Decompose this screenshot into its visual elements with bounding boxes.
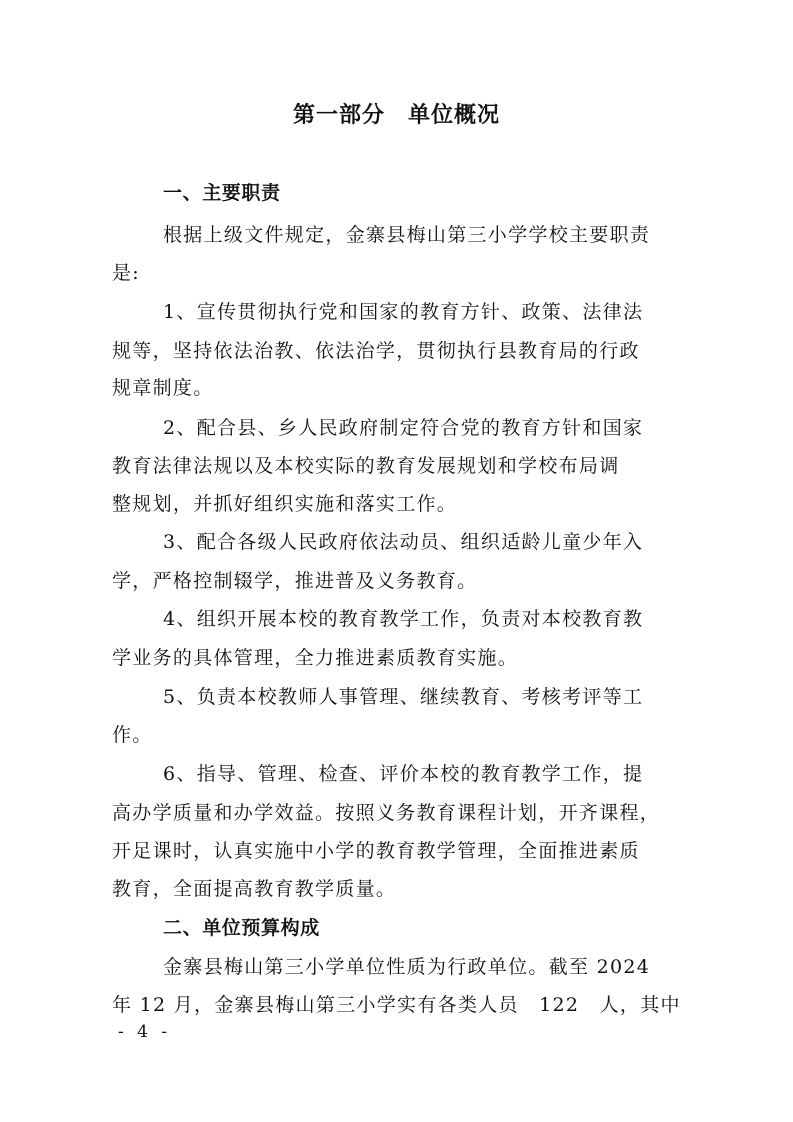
duty-6-line: 教育，全面提高教育教学质量。	[112, 878, 397, 900]
duty-1-line: 1、宣传贯彻执行党和国家的教育方针、政策、法律法	[163, 301, 644, 323]
duty-2-line: 教育法律法规以及本校实际的教育发展规划和学校布局调	[112, 455, 620, 477]
duty-5-line: 5、负责本校教师人事管理、继续教育、考核考评等工	[163, 686, 644, 708]
page-number: - 4 -	[118, 1022, 172, 1042]
duty-5-line: 作。	[112, 724, 153, 746]
duty-1-line: 规章制度。	[112, 377, 214, 399]
section-heading-main-duties: 一、主要职责	[163, 182, 281, 204]
page-title: 第一部分 单位概况	[292, 103, 500, 128]
duty-6-line: 高办学质量和办学效益。按照义务教育课程计划，开齐课程，	[112, 802, 661, 824]
duty-1-line: 规等，坚持依法治教、依法治学，贯彻执行县教育局的行政	[112, 340, 640, 362]
duty-3-line: 3、配合各级人民政府依法动员、组织适龄儿童少年入	[163, 531, 644, 553]
duty-4-line: 4、组织开展本校的教育教学工作，负责对本校教育教	[163, 608, 644, 630]
intro-line: 是:	[112, 262, 141, 284]
duty-3-line: 学，严格控制辍学，推进普及义务教育。	[112, 570, 478, 592]
duty-2-line: 整规划，并抓好组织实施和落实工作。	[112, 493, 458, 515]
section-heading-budget-composition: 二、单位预算构成	[163, 917, 320, 939]
duty-6-line: 6、指导、管理、检查、评价本校的教育教学工作，提	[163, 763, 644, 785]
duty-2-line: 2、配合县、乡人民政府制定符合党的教育方针和国家	[163, 417, 644, 439]
duty-4-line: 学业务的具体管理，全力推进素质教育实施。	[112, 647, 519, 669]
duty-6-line: 开足课时，认真实施中小学的教育教学管理，全面推进素质	[112, 840, 640, 862]
intro-line: 根据上级文件规定，金寨县梅山第三小学学校主要职责	[163, 224, 651, 246]
budget-line: 年 12 月，金寨县梅山第三小学实有各类人员 122 人，其中	[112, 994, 681, 1016]
budget-line: 金寨县梅山第三小学单位性质为行政单位。截至 2024	[163, 956, 651, 978]
